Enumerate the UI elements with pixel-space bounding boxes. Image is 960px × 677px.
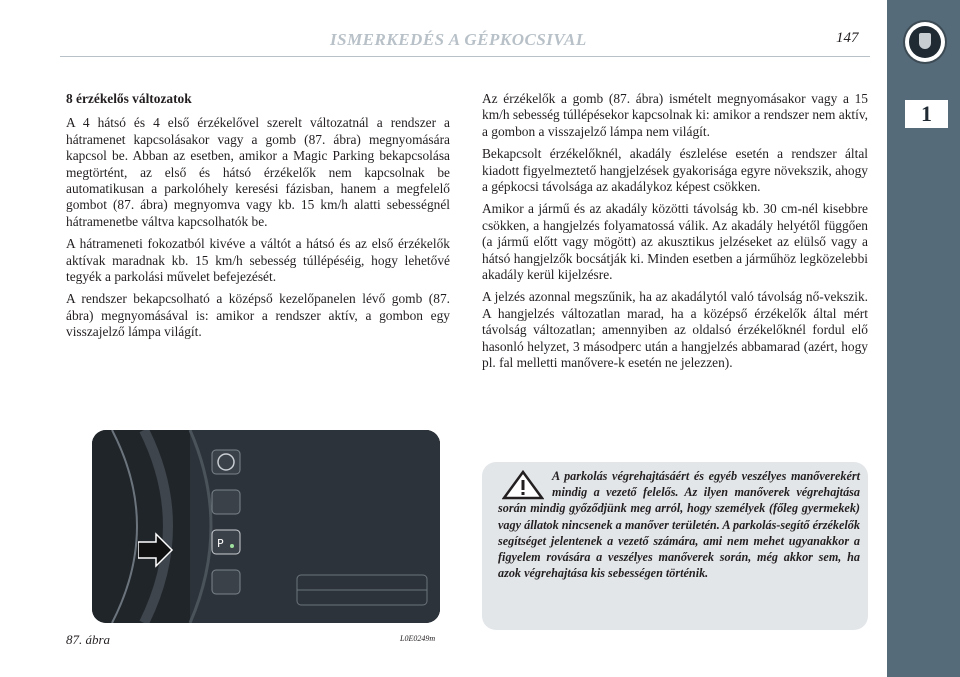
paragraph: Bekapcsolt érzékelőknél, akadály észlelése esetén a rendszer által kiadott figyelmeztető hangjelzések gyakorisága egyre növekszik, ahogy a gépkocsi távolsága az akadálykoz képest csökken. <box>482 146 868 195</box>
figure-code: L0E0249m <box>400 634 436 643</box>
svg-text:P: P <box>217 537 224 550</box>
page-header-title: ISMERKEDÉS A GÉPKOCSIVAL <box>330 30 587 49</box>
paragraph: Az érzékelők a gomb (87. ábra) ismételt megnyomásakor vagy a 15 km/h sebesség túllépésekor kapcsolnak ki: amikor a rendszer nem aktív, a gombon a visszajelző lámpa nem világít. <box>482 91 868 139</box>
warning-box <box>482 462 868 630</box>
warning-text-container <box>498 468 860 581</box>
header-divider <box>60 56 870 57</box>
paragraph: A 4 hátsó és 4 első érzékelővel szerelt változatnál a rendszer a hátramenet kapcsolásakor vagy a gomb (87. ábra) megnyomására kapcsol be. Abban az esetben, amikor a Magic Parking bekapcsolása megtörtént, az első és hátsó érzékelők nem kapcsolnak be automatikusan a parkolóhely keresési fázisban, hanem a megfelelő gombot (87. ábra) megnyomva vagy kb. 15 km/h alatti sebességnél hátramenetbe váltva kapcsolhatók be. <box>66 115 450 229</box>
paragraph: A jelzés azonnal megszűnik, ha az akadálytól való távolság nő-vekszik. A hangjelzés változatlan marad, ha a középső érzékelők által mért távolság változatlan; amennyiben az oldalsó érzékelőknél fordul elő hasonló helyzet, 3 másodperc után a hangjelzés abbamarad (azért, hogy pl. fal melletti manővere-k esetén ne jelezzen). <box>482 289 868 371</box>
warning-triangle-icon <box>502 470 544 500</box>
arrow-icon <box>138 532 174 568</box>
page-number: 147 <box>836 30 859 46</box>
paragraph: Amikor a jármű és az akadály közötti távolság kb. 30 cm-nél kisebbre csökken, a hangjelzés folyamatossá válik. Az akadály helyétől függően (a jármű előtt vagy mögött) az akusztikus jelzéseket az elülső vagy a hátsó hangjelzők bocsátják ki. Minden esetben a járműhöz legközelebbi akadály kerül kijelzésre. <box>482 201 868 283</box>
figure-87-dashboard-panel <box>92 430 440 623</box>
warning-text: A parkolás végrehajtásáért és egyéb veszélyes manőverekért mindig a vezető felelős. Az ilyen manőverek végrehajtása során mindig győződjünk meg arról, hogy személyek (főleg gyermekek) vagy állatok nincsenek a manőver területén. A parkolás-segítő érzékelők segítséget jelentenek a vezető számára, ami nem mehet ugyanakkor a figyelem rovására a veszélyes manőverek során, még akkor sem, ha azok végrehajtása kis sebességen történik. <box>498 469 860 581</box>
paragraph: A rendszer bekapcsolható a középső kezelőpanelen lévő gomb (87. ábra) megnyomásával is: amikor a rendszer aktív, a gombon egy visszajelző lámpa világít. <box>66 291 450 340</box>
chapter-number: 1 <box>905 100 948 128</box>
right-column <box>482 91 868 378</box>
section-subheading: 8 érzékelős változatok <box>66 91 192 106</box>
figure-caption: 87. ábra <box>66 632 111 647</box>
left-column <box>66 91 450 347</box>
paragraph: A hátrameneti fokozatból kivéve a váltót a hátsó és az első érzékelők aktívak maradnak kb. 15 km/h sebesség túllépéséig, hogy lehetővé tegyék a parkolási művelet befejezését. <box>66 236 450 285</box>
lancia-logo <box>905 22 945 62</box>
